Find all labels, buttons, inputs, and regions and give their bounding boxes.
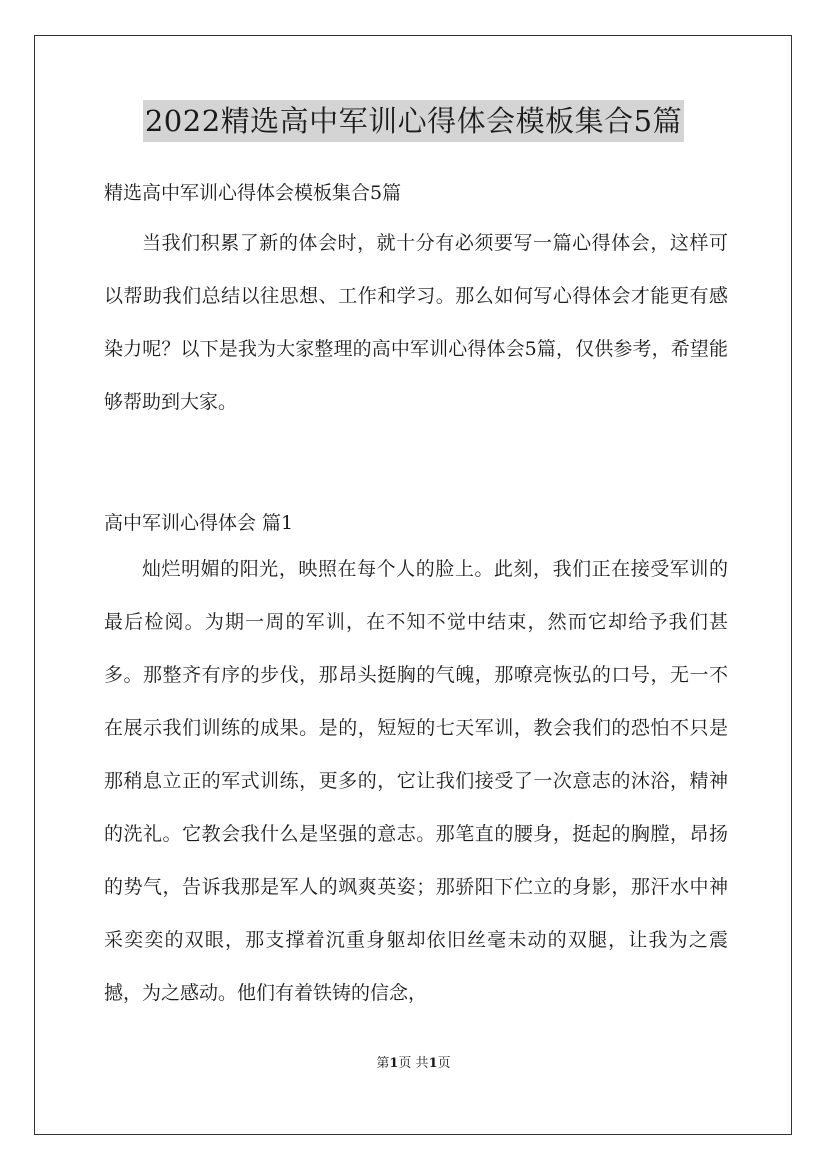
footer-total-pages: 1	[428, 1056, 438, 1071]
footer-page-number: 1	[389, 1056, 399, 1071]
intro-paragraph: 当我们积累了新的体会时，就十分有必须要写一篇心得体会，这样可以帮助我们总结以往思想、工作和学习。那么如何写心得体会才能更有感染力呢？以下是我为大家整理的高中军训心得体会5篇，仅供参考，希望能够帮助到大家。	[104, 232, 728, 413]
footer-middle: 页 共	[398, 1056, 429, 1071]
footer-prefix: 第	[376, 1056, 390, 1071]
document-title: 2022精选高中军训心得体会模板集合5篇	[143, 100, 684, 142]
page-footer	[0, 1055, 827, 1073]
section-heading: 高中军训心得体会 篇1	[104, 512, 294, 534]
document-subtitle: 精选高中军训心得体会模板集合5篇	[104, 182, 402, 204]
section-paragraph: 灿烂明媚的阳光，映照在每个人的脸上。此刻，我们正在接受军训的最后检阅。为期一周的军训，在不知不觉中结束，然而它却给予我们甚多。那整齐有序的步伐，那昂头挺胸的气魄，那嘹亮恢弘的口号，无一不在展示我们训练的成果。是的，短短的七天军训，教会我们的恐怕不只是那稍息立正的军式训练，更多的，它让我们接受了一次意志的沐浴，精神的洗礼。它教会我什么是坚强的意志。那笔直的腰身，挺起的胸膛，昂扬的势气，告诉我那是军人的飒爽英姿；那骄阳下伫立的身影，那汗水中神采奕奕的双眼，那支撑着沉重身躯却依旧丝毫未动的双腿，让我为之震撼，为之感动。他们有着铁铸的信念，	[104, 558, 728, 1004]
footer-suffix: 页	[437, 1056, 451, 1071]
document-body	[104, 173, 728, 1020]
title-container	[0, 100, 827, 142]
